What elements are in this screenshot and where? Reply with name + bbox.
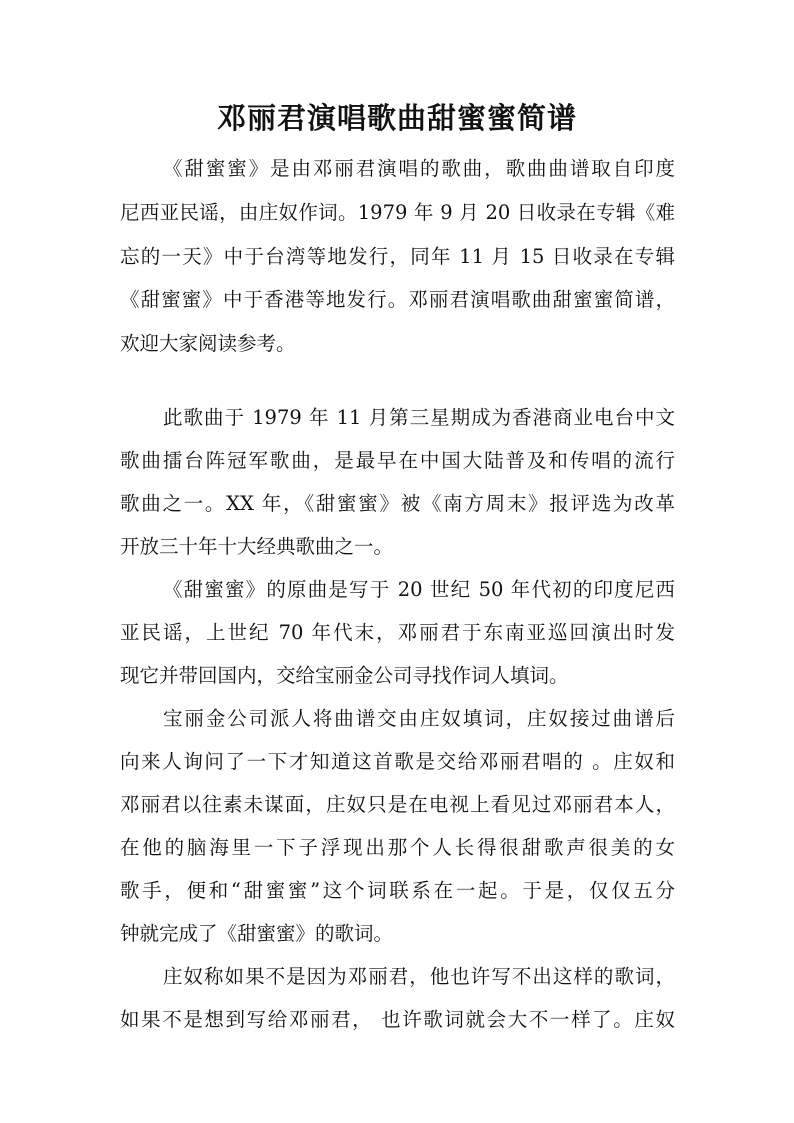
page-title: 邓丽君演唱歌曲甜蜜蜜简谱: [216, 101, 577, 135]
text-line: 向来人询问了一下才知道这首歌是交给邓丽君唱的 。庄奴和: [120, 750, 675, 773]
text-line: 尼西亚民谣，由庄奴作词。1979 年 9 月 20 日收录在专辑《难: [120, 201, 675, 224]
text-line: 邓丽君以往素未谋面，庄奴只是在电视上看见过邓丽君本人，: [120, 793, 675, 816]
text-line: 宝丽金公司派人将曲谱交由庄奴填词，庄奴接过曲谱后: [163, 707, 675, 730]
text-line: 歌曲之一。XX 年，《甜蜜蜜》被《南方周末》报评选为改革: [120, 492, 675, 515]
text-line: 此歌曲于 1979 年 11 月第三星期成为香港商业电台中文: [163, 406, 675, 429]
text-line: 钟就完成了《甜蜜蜜》的歌词。: [120, 922, 394, 945]
text-line: 亚民谣，上世纪 70 年代末，邓丽君于东南亚巡回演出时发: [120, 621, 675, 644]
text-line: 欢迎大家阅读参考。: [120, 332, 296, 355]
text-line: 如果不是想到写给邓丽君， 也许歌词就会大不一样了。庄奴: [120, 1008, 675, 1031]
text-line: 歌手，便和“甜蜜蜜”这个词联系在一起。于是，仅仅五分: [120, 879, 675, 902]
text-line: 忘的一天》中于台湾等地发行，同年 11 月 15 日收录在专辑: [120, 245, 675, 268]
text-line: 开放三十年十大经典歌曲之一。: [120, 535, 394, 558]
text-line: 庄奴称如果不是因为邓丽君，他也许写不出这样的歌词，: [163, 965, 675, 988]
text-line: 《甜蜜蜜》是由邓丽君演唱的歌曲，歌曲曲谱取自印度: [163, 157, 675, 180]
text-line: 《甜蜜蜜》的原曲是写于 20 世纪 50 年代初的印度尼西: [163, 578, 675, 601]
text-line: 《甜蜜蜜》中于香港等地发行。邓丽君演唱歌曲甜蜜蜜简谱，: [120, 288, 675, 311]
text-line: 歌曲擂台阵冠军歌曲，是最早在中国大陆普及和传唱的流行: [120, 449, 675, 472]
text-line: 现它并带回国内，交给宝丽金公司寻找作词人填词。: [120, 664, 569, 687]
text-line: 在他的脑海里一下子浮现出那个人长得很甜歌声很美的女: [120, 836, 675, 859]
